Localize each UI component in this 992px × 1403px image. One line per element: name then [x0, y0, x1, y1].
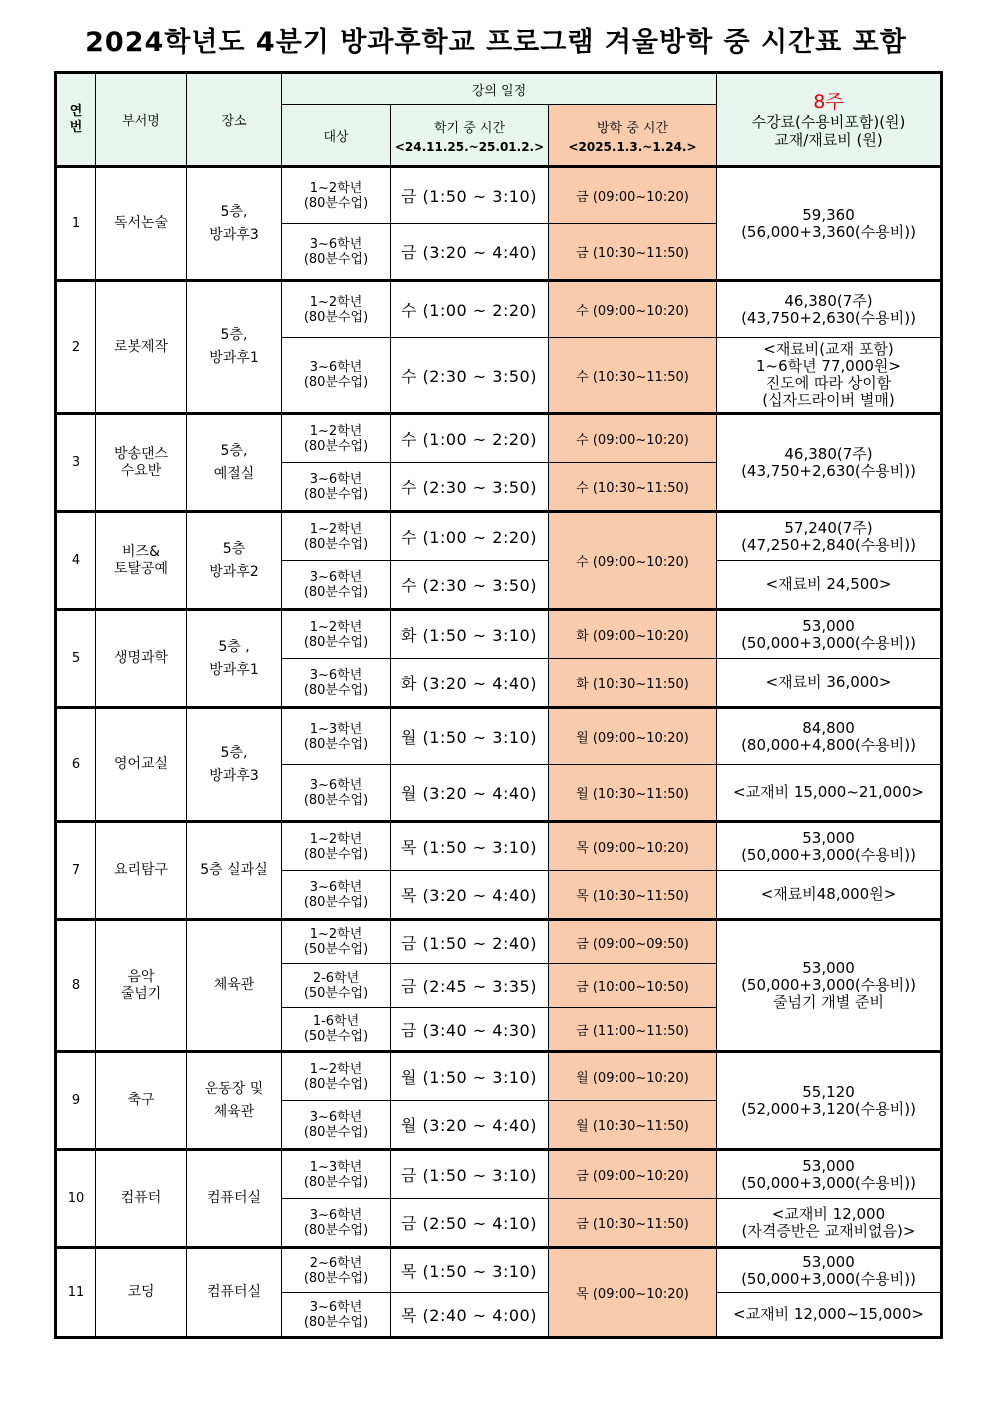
- target-grade: 3~6학년 (80분수업): [282, 463, 391, 512]
- row-number: 4: [56, 512, 96, 610]
- target-grade: 1~2학년 (80분수업): [282, 610, 391, 659]
- term-time: 월 (3:20 ~ 4:40): [391, 1101, 549, 1150]
- target-grade: 1~2학년 (50분수업): [282, 920, 391, 964]
- term-time: 수 (1:00 ~ 2:20): [391, 281, 549, 338]
- department-name: 음악 줄넘기: [96, 920, 187, 1052]
- place: 컴퓨터실: [187, 1150, 282, 1248]
- header-winter: [549, 105, 717, 167]
- target-grade: 3~6학년 (80분수업): [282, 224, 391, 281]
- target-grade: 1~3학년 (80분수업): [282, 1150, 391, 1199]
- row-number: 5: [56, 610, 96, 708]
- fee-info: 46,380(7주) (43,750+2,630(수용비)): [717, 281, 942, 338]
- fee-info: 53,000 (50,000+3,000(수용비)): [717, 822, 942, 871]
- target-grade: 1-6학년 (50분수업): [282, 1008, 391, 1052]
- table-row: [56, 708, 942, 765]
- target-grade: 3~6학년 (80분수업): [282, 871, 391, 920]
- winter-time: 화 (09:00~10:20): [549, 610, 717, 659]
- place: 운동장 및 체육관: [187, 1052, 282, 1150]
- fee-info: 59,360 (56,000+3,360(수용비)): [717, 167, 942, 281]
- winter-time: 수 (09:00~10:20): [549, 281, 717, 338]
- table-row: [56, 1248, 942, 1293]
- target-grade: 1~2학년 (80분수업): [282, 1052, 391, 1101]
- winter-time: 수 (10:30~11:50): [549, 338, 717, 414]
- fee-info: 46,380(7주) (43,750+2,630(수용비)): [717, 414, 942, 512]
- header-term-label: 학기 중 시간: [433, 120, 506, 136]
- row-number: 11: [56, 1248, 96, 1338]
- table-row: [56, 822, 942, 871]
- table-row: [56, 512, 942, 561]
- header-winter-label: 방학 중 시간: [596, 120, 669, 136]
- target-grade: 1~3학년 (80분수업): [282, 708, 391, 765]
- target-grade: 1~2학년 (80분수업): [282, 822, 391, 871]
- term-time: 화 (3:20 ~ 4:40): [391, 659, 549, 708]
- winter-time: 수 (09:00~10:20): [549, 414, 717, 463]
- winter-time: 화 (10:30~11:50): [549, 659, 717, 708]
- header-schedule: 강의 일정: [282, 73, 717, 105]
- target-grade: 1~2학년 (80분수업): [282, 512, 391, 561]
- winter-time: 월 (10:30~11:50): [549, 765, 717, 822]
- target-grade: 2-6학년 (50분수업): [282, 964, 391, 1008]
- table-row: [56, 414, 942, 463]
- term-time: 금 (2:45 ~ 3:35): [391, 964, 549, 1008]
- department-name: 영어교실: [96, 708, 187, 822]
- page-title: 2024학년도 4분기 방과후학교 프로그램 겨울방학 중 시간표 포함: [85, 27, 907, 58]
- place: 5층 , 방과후1: [187, 610, 282, 708]
- row-number: 6: [56, 708, 96, 822]
- term-time: 수 (1:00 ~ 2:20): [391, 414, 549, 463]
- target-grade: 3~6학년 (80분수업): [282, 765, 391, 822]
- row-number: 8: [56, 920, 96, 1052]
- header-no: 연번: [56, 73, 96, 167]
- winter-time: 월 (09:00~10:20): [549, 1052, 717, 1101]
- department-name: 비즈& 토탈공예: [96, 512, 187, 610]
- term-time: 금 (1:50 ~ 3:10): [391, 167, 549, 224]
- header-fee: [717, 73, 942, 167]
- header-dept: 부서명: [96, 73, 187, 167]
- fee-info: <재료비48,000원>: [717, 871, 942, 920]
- department-name: 로봇제작: [96, 281, 187, 414]
- table-row: [56, 1052, 942, 1101]
- fee-info: 53,000 (50,000+3,000(수용비)): [717, 1248, 942, 1293]
- term-time: 수 (1:00 ~ 2:20): [391, 512, 549, 561]
- header-weeks: 8주: [813, 90, 844, 113]
- term-time: 화 (1:50 ~ 3:10): [391, 610, 549, 659]
- fee-info: <재료비 36,000>: [717, 659, 942, 708]
- fee-info: <재료비(교재 포함) 1~6학년 77,000원> 진도에 따라 상이함 (십자드라이버 별매): [717, 338, 942, 414]
- term-time: 월 (3:20 ~ 4:40): [391, 765, 549, 822]
- term-time: 금 (3:40 ~ 4:30): [391, 1008, 549, 1052]
- fee-info: 57,240(7주) (47,250+2,840(수용비)): [717, 512, 942, 561]
- winter-time: 수 (09:00~10:20): [549, 512, 717, 610]
- fee-info: 53,000 (50,000+3,000(수용비)): [717, 1150, 942, 1199]
- term-time: 금 (1:50 ~ 2:40): [391, 920, 549, 964]
- target-grade: 3~6학년 (80분수업): [282, 1101, 391, 1150]
- term-time: 목 (1:50 ~ 3:10): [391, 1248, 549, 1293]
- term-time: 목 (3:20 ~ 4:40): [391, 871, 549, 920]
- winter-time: 수 (10:30~11:50): [549, 463, 717, 512]
- department-name: 생명과학: [96, 610, 187, 708]
- winter-time: 금 (10:00~10:50): [549, 964, 717, 1008]
- table-row: [56, 1150, 942, 1199]
- winter-time: 목 (09:00~10:20): [549, 822, 717, 871]
- place: 5층 방과후2: [187, 512, 282, 610]
- fee-info: <교재비 12,000~15,000>: [717, 1293, 942, 1338]
- place: 5층, 방과후1: [187, 281, 282, 414]
- place: 5층, 방과후3: [187, 167, 282, 281]
- target-grade: 1~2학년 (80분수업): [282, 281, 391, 338]
- winter-time: 금 (10:30~11:50): [549, 1199, 717, 1248]
- winter-time: 금 (09:00~10:20): [549, 1150, 717, 1199]
- winter-time: 목 (09:00~10:20): [549, 1248, 717, 1338]
- department-name: 독서논술: [96, 167, 187, 281]
- department-name: 방송댄스 수요반: [96, 414, 187, 512]
- department-name: 축구: [96, 1052, 187, 1150]
- row-number: 7: [56, 822, 96, 920]
- fee-info: 84,800 (80,000+4,800(수용비)): [717, 708, 942, 765]
- fee-info: <교재비 15,000~21,000>: [717, 765, 942, 822]
- row-number: 3: [56, 414, 96, 512]
- fee-info: 55,120 (52,000+3,120(수용비)): [717, 1052, 942, 1150]
- header-place: 장소: [187, 73, 282, 167]
- table-row: [56, 920, 942, 964]
- term-time: 목 (1:50 ~ 3:10): [391, 822, 549, 871]
- header-term-range: <24.11.25.~25.01.2.>: [394, 139, 545, 154]
- row-number: 9: [56, 1052, 96, 1150]
- term-time: 수 (2:30 ~ 3:50): [391, 338, 549, 414]
- place: 5층, 방과후3: [187, 708, 282, 822]
- term-time: 월 (1:50 ~ 3:10): [391, 708, 549, 765]
- winter-time: 목 (10:30~11:50): [549, 871, 717, 920]
- term-time: 수 (2:30 ~ 3:50): [391, 463, 549, 512]
- term-time: 금 (1:50 ~ 3:10): [391, 1150, 549, 1199]
- fee-info: 53,000 (50,000+3,000(수용비)): [717, 610, 942, 659]
- header-term: [391, 105, 549, 167]
- place: 5층 실과실: [187, 822, 282, 920]
- winter-time: 금 (11:00~11:50): [549, 1008, 717, 1052]
- row-number: 2: [56, 281, 96, 414]
- table-row: [56, 167, 942, 224]
- term-time: 금 (2:50 ~ 4:10): [391, 1199, 549, 1248]
- header-winter-range: <2025.1.3.~1.24.>: [568, 139, 697, 154]
- target-grade: 3~6학년 (80분수업): [282, 1293, 391, 1338]
- winter-time: 금 (10:30~11:50): [549, 224, 717, 281]
- winter-time: 월 (09:00~10:20): [549, 708, 717, 765]
- department-name: 요리탐구: [96, 822, 187, 920]
- term-time: 수 (2:30 ~ 3:50): [391, 561, 549, 610]
- winter-time: 금 (09:00~09:50): [549, 920, 717, 964]
- table-row: [56, 281, 942, 338]
- schedule-table: [54, 71, 943, 1339]
- department-name: 코딩: [96, 1248, 187, 1338]
- term-time: 월 (1:50 ~ 3:10): [391, 1052, 549, 1101]
- target-grade: 3~6학년 (80분수업): [282, 1199, 391, 1248]
- term-time: 목 (2:40 ~ 4:00): [391, 1293, 549, 1338]
- row-number: 1: [56, 167, 96, 281]
- target-grade: 3~6학년 (80분수업): [282, 659, 391, 708]
- header-target: 대상: [282, 105, 391, 167]
- winter-time: 월 (10:30~11:50): [549, 1101, 717, 1150]
- header-fee-line2: 교재/재료비 (원): [774, 130, 883, 149]
- place: 5층, 예절실: [187, 414, 282, 512]
- term-time: 금 (3:20 ~ 4:40): [391, 224, 549, 281]
- row-number: 10: [56, 1150, 96, 1248]
- target-grade: 2~6학년 (80분수업): [282, 1248, 391, 1293]
- header-fee-line1: 수강료(수용비포함)(원): [751, 112, 906, 131]
- target-grade: 1~2학년 (80분수업): [282, 414, 391, 463]
- target-grade: 3~6학년 (80분수업): [282, 561, 391, 610]
- fee-info: <교재비 12,000 (자격증반은 교재비없음)>: [717, 1199, 942, 1248]
- place: 컴퓨터실: [187, 1248, 282, 1338]
- place: 체육관: [187, 920, 282, 1052]
- department-name: 컴퓨터: [96, 1150, 187, 1248]
- fee-info: 53,000 (50,000+3,000(수용비)) 줄넘기 개별 준비: [717, 920, 942, 1052]
- table-row: [56, 610, 942, 659]
- fee-info: <재료비 24,500>: [717, 561, 942, 610]
- target-grade: 3~6학년 (80분수업): [282, 338, 391, 414]
- schedule-body: [56, 167, 942, 1338]
- target-grade: 1~2학년 (80분수업): [282, 167, 391, 224]
- winter-time: 금 (09:00~10:20): [549, 167, 717, 224]
